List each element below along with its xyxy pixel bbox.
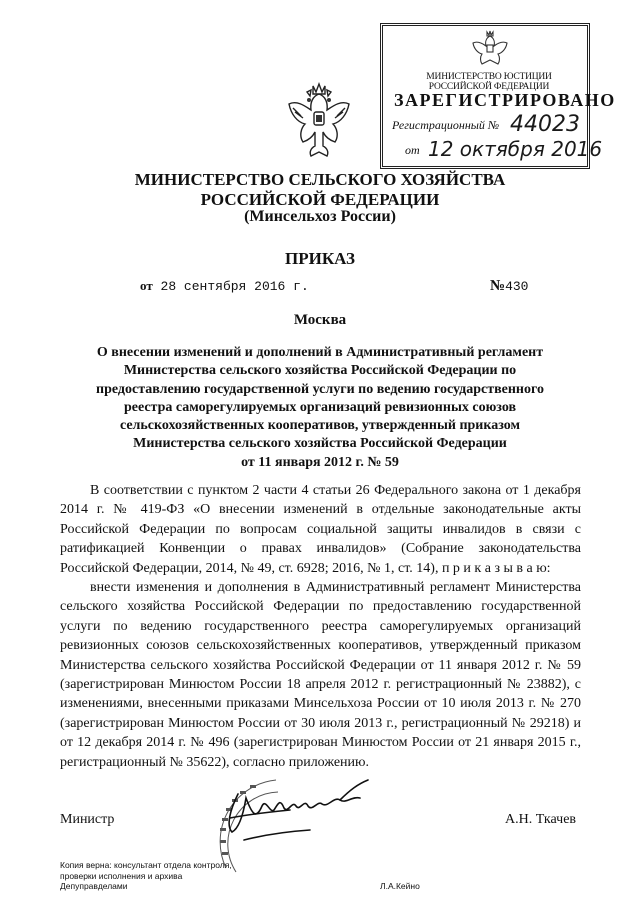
coat-of-arms-emblem [283, 80, 355, 160]
stamp-reg-number-label: Регистрационный № [392, 118, 500, 132]
city: Москва [293, 312, 347, 328]
document-body [60, 481, 581, 772]
title-line: О внесении изменений и дополнений в Административный регламент [96, 345, 544, 360]
order-date [140, 278, 309, 294]
signatory-position: Министр [60, 812, 115, 827]
stamp-eagle-icon [470, 30, 510, 68]
body-paragraph-1-text: В соответствии с пунктом 2 части 4 статьи 26 Федерального закона от 1 декабря 2014 г. № 419-ФЗ «О внесении изменений в отдельные законодательные акты Российской Федерации по вопросам социальной защиты инвалидов в связи с ратификацией Конвенции о правах инвалидов» (Собрание законодательства Российской Федерации, 2014, № 49, ст. 6928; 2016, № 1, ст. 14), [60, 483, 581, 576]
order-number [490, 278, 528, 295]
stamp-date-label: от [405, 143, 420, 157]
stamp-date-handwritten: 12 октября 2016 [428, 137, 603, 161]
order-number-value: 430 [505, 279, 529, 294]
ministry-name-line2: РОССИЙСКОЙ ФЕДЕРАЦИИ [200, 190, 440, 209]
signatory-name: А.Н. Ткачев [505, 812, 577, 827]
copy-note-line2: проверки исполнения и архива [60, 870, 183, 881]
order-number-sign: № [490, 278, 506, 294]
copy-certification [60, 860, 232, 892]
stamp-reg-number-handwritten: 44023 [510, 112, 580, 137]
title-line: реестра саморегулируемых организаций ревизионных союзов [123, 399, 517, 415]
title-line: Министерства сельского хозяйства Российской Федерации [133, 436, 507, 452]
copy-certifier-name: Л.А.Кейно [380, 881, 420, 891]
title-line: от 11 января 2012 г. № 59 [241, 454, 399, 470]
title-line: Министерства сельского хозяйства Российской Федерации по [123, 363, 517, 379]
body-paragraph-1 [60, 481, 581, 578]
stamp-registered-label: ЗАРЕГИСТРИРОВАНО [394, 90, 616, 110]
stamp-ministry-name: МИНИСТЕРСТВО ЮСТИЦИИ РОССИЙСКОЙ ФЕДЕРАЦИИ [426, 72, 552, 92]
document-title [60, 344, 580, 472]
title-line: предоставлению государственной услуги по ведению государственного [96, 381, 544, 397]
order-date-prefix: от [140, 278, 153, 293]
minister-signature [200, 770, 380, 860]
body-paragraph-2: внести изменения и дополнения в Административный регламент Министерства сельского хозяйства Российской Федерации по предоставлению государственной услуги по ведению государственного реестра саморегулируемых организаций ревизионных союзов сельскохозяйственных кооперативов, утвержденный приказом Министерства сельского хозяйства Российской Федерации от 11 января 2012 г. № 59 (зарегистрирован Минюстом России 18 апреля 2012 г. регистрационный № 23882), с изменениями, внесенными приказами Минсельхоза России от 10 июля 2013 г. № 270 (зарегистрирован Минюстом России от 30 июля 2013 г., регистрационный № 29218) и от 12 декабря 2014 г. № 496 (зарегистрирован Минюстом России от 21 января 2015 г., регистрационный № 35622), согласно приложению. [60, 580, 581, 770]
order-date-value: 28 сентября 2016 г. [160, 279, 309, 294]
copy-note-line3: Депуправделами [60, 881, 128, 891]
title-line: сельскохозяйственных кооперативов, утвержденный приказом [119, 418, 521, 434]
document-type: ПРИКАЗ [285, 249, 355, 268]
ministry-short-name: (Минсельхоз России) [244, 208, 396, 225]
order-verb: п р и к а з ы в а ю: [441, 560, 551, 576]
copy-note-line1: Копия верна: консультант отдела контроля, [60, 860, 232, 870]
ministry-name-line1: МИНИСТЕРСТВО СЕЛЬСКОГО ХОЗЯЙСТВА [134, 170, 506, 189]
